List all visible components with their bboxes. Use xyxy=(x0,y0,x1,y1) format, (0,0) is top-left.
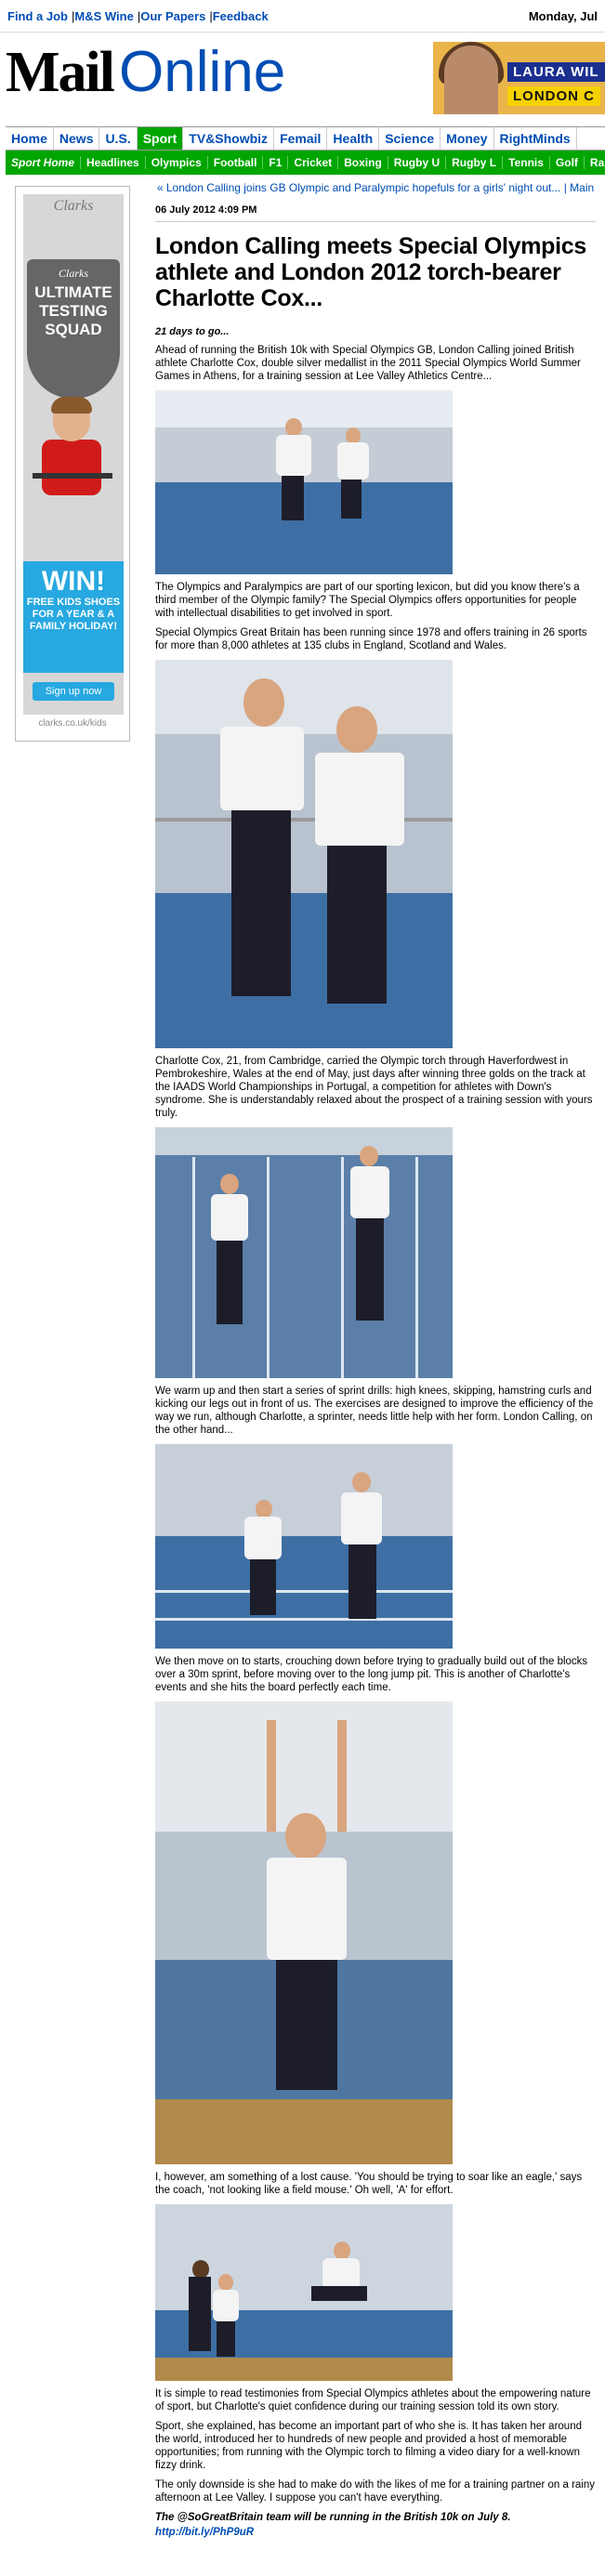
nav-tv-showbiz[interactable]: TV&Showbiz xyxy=(183,127,274,150)
shield-text: ULTIMATE TESTING SQUAD xyxy=(34,283,112,338)
article-paragraph: It is simple to read testimonies from Special Olympics athletes about the empowering nature of sport, but Charlotte's quiet confidence during our training session told its own story. xyxy=(155,2388,591,2412)
advert-signup-button[interactable]: Sign up now xyxy=(33,682,114,701)
subnav-racing[interactable]: Ra xyxy=(585,156,605,169)
article-kicker: 21 days to go... xyxy=(155,326,230,337)
nav-health[interactable]: Health xyxy=(327,127,379,150)
advert-url: clarks.co.uk/kids xyxy=(38,718,107,729)
nav-science[interactable]: Science xyxy=(379,127,441,150)
promo-line-1: LAURA WIL xyxy=(507,62,605,82)
article-title: London Calling meets Special Olympics athlete and London 2012 torch-bearer Charlotte Cox... xyxy=(155,233,587,311)
subnav-cricket[interactable]: Cricket xyxy=(288,156,338,169)
subnav-headlines[interactable]: Headlines xyxy=(81,156,146,169)
article-paragraph: The only downside is she had to make do with the likes of me for a training partner on a rainy afternoon at Lee Valley. I suppose you can't have everything. xyxy=(155,2479,596,2504)
article-paragraph: I, however, am something of a lost cause. 'You should be trying to soar like an eagle,' says the coach, 'not looking like a field mouse.' Oh well, 'A' for effort. xyxy=(155,2172,583,2196)
closing-note: The @SoGreatBritain team will be running in the British 10k on July 8. xyxy=(155,2512,511,2523)
post-date: 06 July 2012 4:09 PM xyxy=(155,204,596,222)
site-header xyxy=(0,32,605,121)
date-text: Monday, Jul xyxy=(528,8,598,23)
subnav-rugby-union[interactable]: Rugby U xyxy=(388,156,446,169)
top-bar xyxy=(0,0,605,32)
nav-news[interactable]: News xyxy=(54,127,100,150)
bitly-link[interactable]: http://bit.ly/PhP9uR xyxy=(155,2527,255,2538)
advert-win-panel xyxy=(23,561,124,673)
photo-long-jump-action xyxy=(155,2204,453,2381)
nav-money[interactable]: Money xyxy=(441,127,493,150)
article-paragraph: The Olympics and Paralympics are part of our sporting lexicon, but did you know there's a third member of the Olympic family? The Special Olympics offers opportunities for people with intellectual disabilities to get involved in sport. xyxy=(155,582,580,619)
feedback-link[interactable]: Feedback xyxy=(212,8,269,23)
subnav-sport-home[interactable]: Sport Home xyxy=(6,156,81,169)
promo-portrait-face xyxy=(444,46,498,114)
logo-mail: Mail xyxy=(6,41,113,104)
advert-brand: Clarks xyxy=(53,198,94,214)
advert-shield-badge xyxy=(27,259,120,399)
photo-running-drills xyxy=(155,390,453,574)
mail-online-logo[interactable] xyxy=(6,40,285,105)
photo-drills-in-hall xyxy=(155,1444,453,1649)
subnav-olympics[interactable]: Olympics xyxy=(146,156,208,169)
nav-home[interactable]: Home xyxy=(6,127,54,150)
top-links: Find a Job |M&S Wine |Our Papers |Feedback xyxy=(7,8,269,23)
subnav-f1[interactable]: F1 xyxy=(263,156,288,169)
nav-rightminds[interactable]: RightMinds xyxy=(494,127,577,150)
find-a-job-link[interactable]: Find a Job xyxy=(7,8,68,23)
nav-femail[interactable]: Femail xyxy=(274,127,327,150)
nav-sport[interactable]: Sport xyxy=(138,127,184,150)
ms-wine-link[interactable]: M&S Wine xyxy=(74,8,134,23)
subnav-boxing[interactable]: Boxing xyxy=(338,156,388,169)
logo-online: Online xyxy=(118,40,286,104)
subnav-golf[interactable]: Golf xyxy=(550,156,585,169)
photo-athletes-posing xyxy=(155,660,453,1048)
article xyxy=(155,175,596,2540)
article-paragraph: Charlotte Cox, 21, from Cambridge, carried the Olympic torch through Haverfordwest in Pembrokeshire, Wales at the end of May, just days after winning three golds on the track at the IAADS World Championships in Portugal, a competition for athletes with Down's syndrome. She is understandably relaxed about the prospect of a training session with yours truly. xyxy=(155,1056,593,1119)
nav-us[interactable]: U.S. xyxy=(99,127,137,150)
photo-long-jump-arms-up xyxy=(155,1702,453,2164)
win-subtext: FREE KIDS SHOES FOR A YEAR & A FAMILY HOLIDAY! xyxy=(26,597,121,632)
subnav-rugby-league[interactable]: Rugby L xyxy=(446,156,503,169)
promo-line-2: LONDON C xyxy=(507,86,600,106)
shield-brand: Clarks xyxy=(58,267,88,280)
article-paragraph: We warm up and then start a series of sprint drills: high knees, skipping, hamstring curls and kicking our legs out in front of us. The exercises are designed to improve the efficiency of the way we run, although Charlotte, a sprinter, needs little help with her form. London Calling, on the other hand... xyxy=(155,1386,594,1436)
advert-kid-image xyxy=(33,399,112,538)
previous-post-link[interactable]: « London Calling joins GB Olympic and Paralympic hopefuls for a girls' night out... | Main xyxy=(156,181,595,194)
subnav-tennis[interactable]: Tennis xyxy=(503,156,550,169)
photo-sprint-lanes xyxy=(155,1127,453,1378)
advert-panel xyxy=(23,194,124,715)
article-paragraph: Sport, she explained, has become an important part of who she is. It has taken her around the world, introduced her to hundreds of new people and provided a host of memorable opportunities; from running with the Olympic torch to filming a video diary for a well-known fizzy drink. xyxy=(155,2421,582,2471)
clarks-advert[interactable] xyxy=(15,186,130,742)
article-paragraph: We then move on to starts, crouching down before trying to gradually build out of the blocks over a 30m sprint, before moving over to the long jump pit. This is another of Charlotte's events and she hits the board perfectly each time. xyxy=(155,1656,588,1693)
subnav-football[interactable]: Football xyxy=(208,156,264,169)
header-promo-banner[interactable] xyxy=(433,42,605,114)
article-paragraph: Special Olympics Great Britain has been running since 1978 and offers training in 26 sports for more than 8,000 athletes at 135 clubs in England, Scotland and Wales. xyxy=(155,627,587,651)
win-headline: WIN! xyxy=(41,566,106,597)
our-papers-link[interactable]: Our Papers xyxy=(140,8,206,23)
primary-nav xyxy=(6,126,605,151)
secondary-nav xyxy=(6,151,605,175)
article-paragraph: Ahead of running the British 10k with Special Olympics GB, London Calling joined British athlete Charlotte Cox, double silver medallist in the 2011 Special Olympics World Summer Games in Athens, for a training session at Lee Valley Athletics Centre... xyxy=(155,345,581,382)
